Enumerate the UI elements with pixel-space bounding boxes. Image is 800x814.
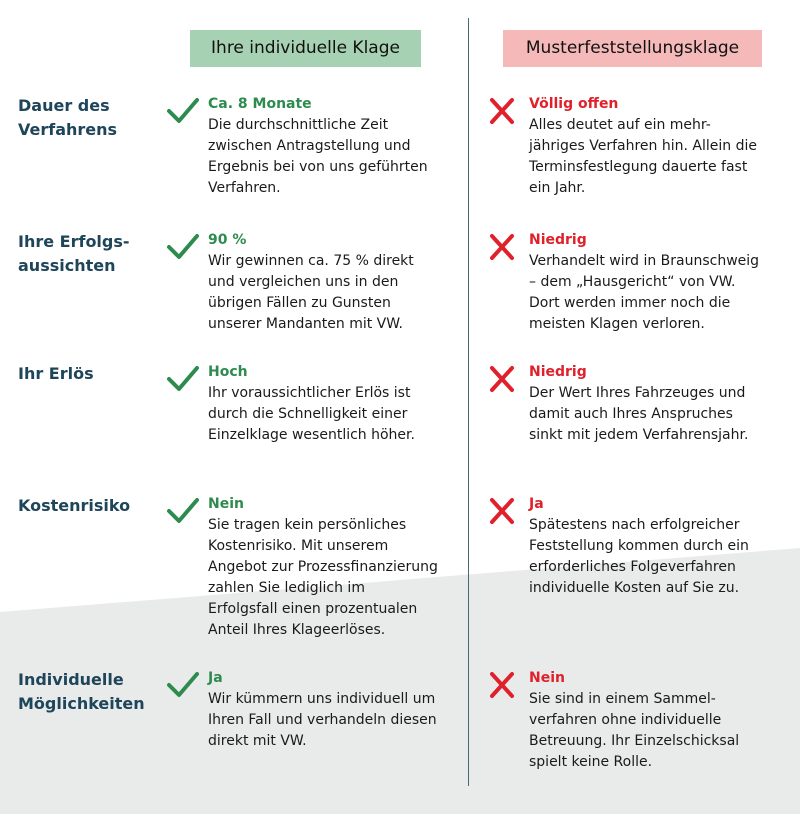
row-label: Ihr Erlös — [18, 364, 94, 383]
description: Ihr voraussichtlicher Erlös ist durch die Schnelligkeit einer Einzelklage wesentlich höher. — [208, 385, 415, 443]
cross-icon — [487, 495, 517, 527]
check-icon — [166, 364, 200, 394]
model-action-cell — [529, 494, 784, 599]
description: Sie tragen kein persönliches Kostenrisiko. Mit unserem Angebot zur Prozessfinanzierung zahlen Sie lediglich im Erfolgsfall einen prozentualen Anteil Ihres Klageerlöses. — [208, 517, 438, 638]
check-icon — [166, 96, 200, 126]
model-action-cell — [529, 668, 784, 773]
header-individual-claim: Ihre individuelle Klage — [190, 30, 421, 67]
description: Spätestens nach erfolgreicher Feststellung kommen durch ein erforderliches Folgeverfahren individuelle Kosten auf Sie zu. — [529, 517, 749, 596]
individual-claim-cell — [208, 668, 463, 752]
individual-claim-cell — [208, 230, 463, 335]
row-label: Kostenrisiko — [18, 496, 131, 515]
verdict: Ja — [529, 496, 544, 512]
column-divider — [468, 18, 469, 786]
check-icon — [166, 496, 200, 526]
cross-icon — [487, 231, 517, 263]
cross-icon — [487, 669, 517, 701]
description: Die durchschnittliche Zeit zwischen Antragstellung und Ergebnis bei von uns geführten Verfahren. — [208, 117, 428, 196]
individual-claim-cell — [208, 494, 463, 641]
row-label: Ihre Erfolgs- aussichten — [18, 232, 130, 275]
verdict: Nein — [208, 496, 244, 512]
verdict: Niedrig — [529, 232, 587, 248]
individual-claim-cell — [208, 94, 463, 199]
model-action-cell — [529, 230, 784, 335]
model-action-cell — [529, 94, 784, 199]
header-model-declaratory-action: Musterfeststellungsklage — [503, 30, 762, 67]
cross-icon — [487, 95, 517, 127]
verdict: 90 % — [208, 232, 247, 248]
verdict: Ja — [208, 670, 223, 686]
verdict: Völlig offen — [529, 96, 619, 112]
model-action-cell — [529, 362, 784, 446]
description: Der Wert Ihres Fahrzeuges und damit auch Ihres Anspruches sinkt mit jedem Verfahrensjahr. — [529, 385, 749, 443]
verdict: Niedrig — [529, 364, 587, 380]
row-label: Individuelle Möglichkeiten — [18, 670, 145, 713]
description: Sie sind in einem Sammel- verfahren ohne individuelle Betreuung. Ihr Einzelschicksal spielt keine Rolle. — [529, 691, 740, 770]
individual-claim-cell — [208, 362, 463, 446]
description: Wir gewinnen ca. 75 % direkt und vergleichen uns in den übrigen Fällen zu Gunsten unserer Mandanten mit VW. — [208, 253, 414, 332]
description: Wir kümmern uns individuell um Ihren Fall und verhandeln diesen direkt mit VW. — [208, 691, 437, 749]
verdict: Nein — [529, 670, 565, 686]
check-icon — [166, 670, 200, 700]
check-icon — [166, 232, 200, 262]
cross-icon — [487, 363, 517, 395]
verdict: Hoch — [208, 364, 248, 380]
description: Alles deutet auf ein mehr- jähriges Verfahren hin. Allein die Terminsfestlegung dauerte fast ein Jahr. — [529, 117, 757, 196]
description: Verhandelt wird in Braunschweig – dem „Hausgericht“ von VW. Dort werden immer noch die meisten Klagen verloren. — [529, 253, 760, 332]
row-label: Dauer des Verfahrens — [18, 96, 118, 139]
verdict: Ca. 8 Monate — [208, 96, 312, 112]
